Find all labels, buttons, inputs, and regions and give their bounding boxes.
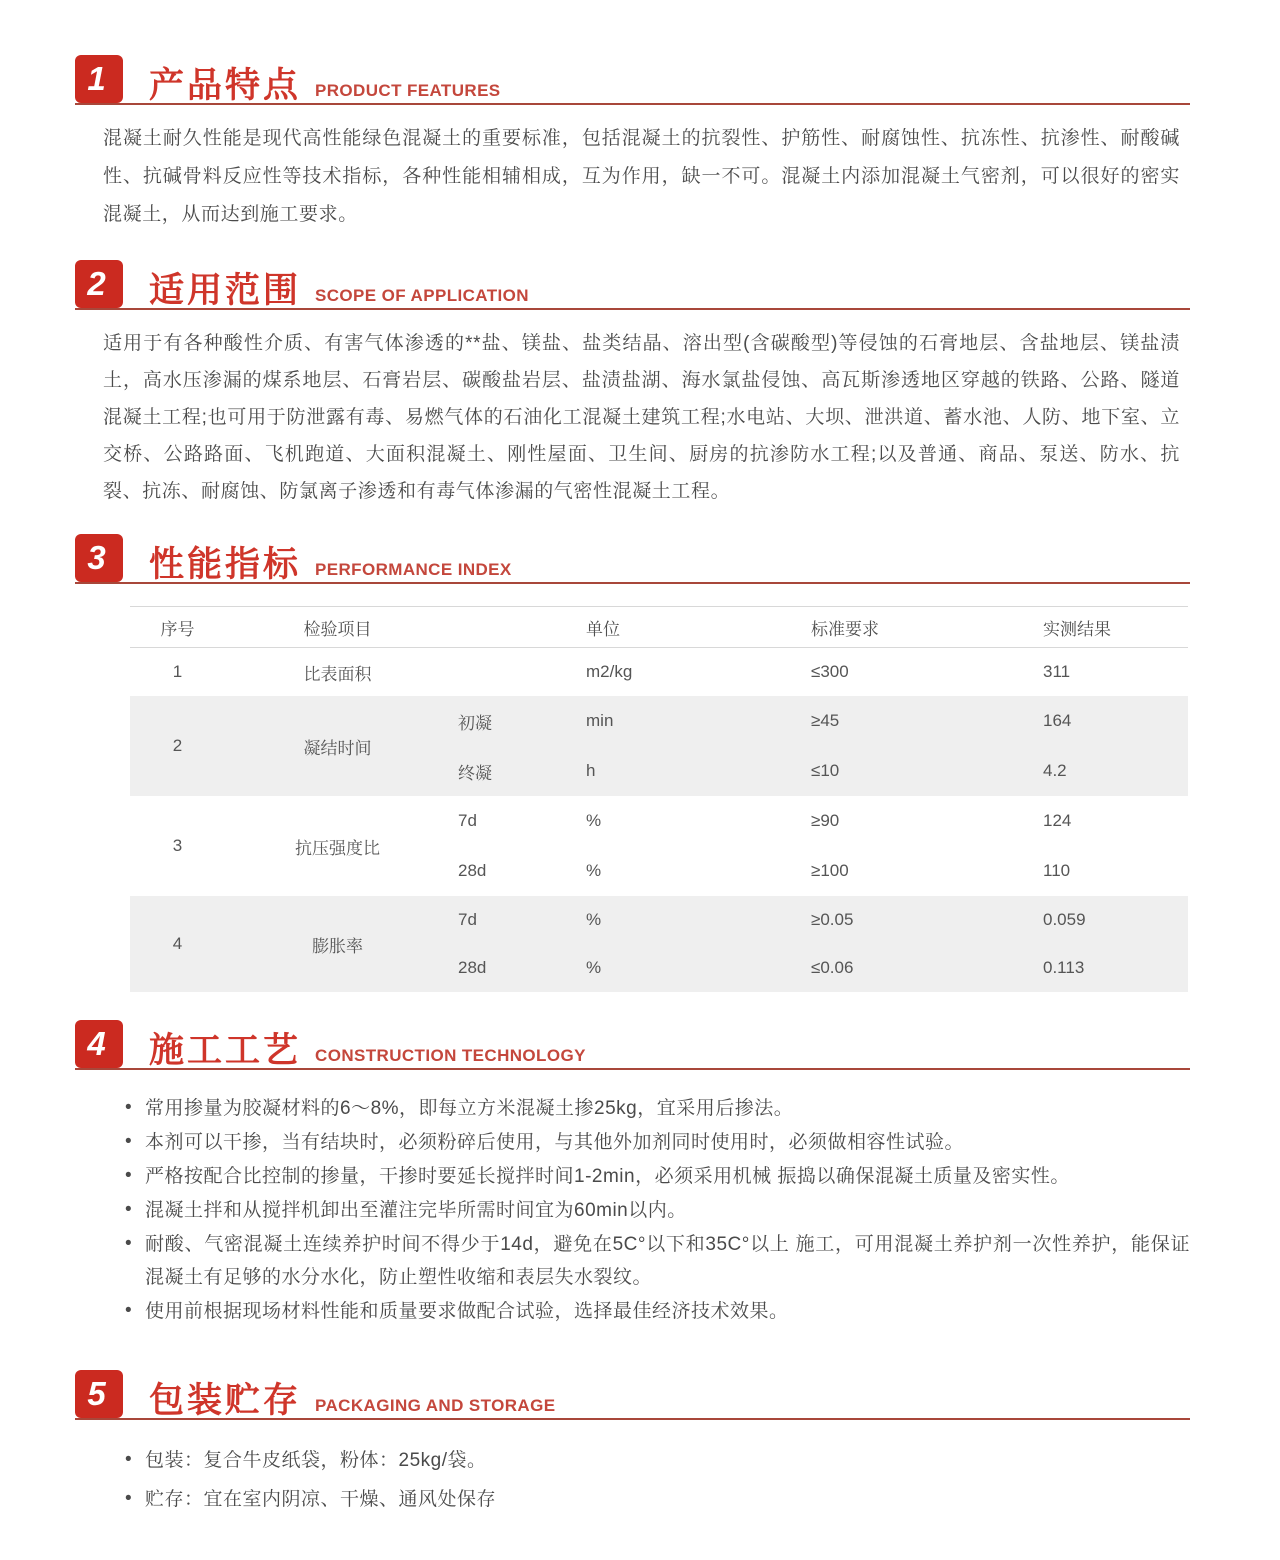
section-5-title: 包装贮存 <box>149 1381 302 1420</box>
bullet-item <box>125 1160 1190 1193</box>
section-2-subtitle: SCOPE OF APPLICATION <box>315 286 529 305</box>
row-result: 0.113 <box>1043 958 1085 977</box>
row-item: 凝结时间 <box>303 738 372 758</box>
section-1-subtitle: PRODUCT FEATURES <box>315 81 501 100</box>
table-header-result: 实测结果 <box>1043 619 1111 639</box>
row-unit: m2/kg <box>586 662 633 681</box>
bullet-item <box>125 1126 1190 1159</box>
row-standard: ≤0.06 <box>811 958 854 977</box>
table-row <box>450 648 1188 696</box>
bullet-item <box>125 1295 1190 1328</box>
row-no: 2 <box>172 736 183 755</box>
table-row <box>450 696 1188 746</box>
section-4-subtitle: CONSTRUCTION TECHNOLOGY <box>315 1046 586 1065</box>
row-result: 124 <box>1043 811 1072 830</box>
row-unit: % <box>586 910 602 929</box>
table-row-group-3 <box>130 796 1188 896</box>
bullet-dot: • <box>125 1199 133 1220</box>
bullet-text: 耐酸、气密混凝土连续养护时间不得少于14d，避免在5C°以下和35C°以上 施工，可用混凝土养护剂一次性养护，能保证混凝土有足够的水分水化，防止塑性收缩和表层失水裂纹。 <box>145 1234 1190 1288</box>
row-sub: 7d <box>458 811 477 830</box>
section-1-title: 产品特点 <box>149 66 302 105</box>
row-standard: ≤10 <box>811 761 840 780</box>
bullet-dot: • <box>125 1131 133 1152</box>
section-construction-technology <box>75 1020 1190 1328</box>
bullet-dot: • <box>125 1488 133 1509</box>
bullet-text: 严格按配合比控制的掺量，干掺时要延长搅拌时间1-2min，必须采用机械 振捣以确保混凝土质量及密实性。 <box>145 1166 1070 1187</box>
bullet-dot: • <box>125 1449 133 1470</box>
bullet-dot: • <box>125 1097 133 1118</box>
section-4-number-badge: 4 <box>75 1020 123 1068</box>
bullet-text: 使用前根据现场材料性能和质量要求做配合试验，选择最佳经济技术效果。 <box>145 1301 789 1322</box>
section-2-body: 适用于有各种酸性介质、有害气体渗透的**盐、镁盐、盐类结晶、溶出型(含碳酸型)等侵蚀的石膏地层、含盐地层、镁盐渍土，高水压渗漏的煤系地层、石膏岩层、碳酸盐岩层、盐渍盐湖、海水氯盐侵蚀、高瓦斯渗透地区穿越的铁路、公路、隧道混凝土工程;也可用于防泄露有毒、易燃气体的石油化工混凝土建筑工程;水电站、大坝、泄洪道、蓄水池、人防、地下室、立交桥、公路路面、飞机跑道、大面积混凝土、刚性屋面、卫生间、厨房的抗渗防水工程;以及普通、商品、泵送、防水、抗裂、抗冻、耐腐蚀、防氯离子渗透和有毒气体渗漏的气密性混凝土工程。 <box>103 333 1180 502</box>
section-1-header <box>75 55 1190 105</box>
bullet-item <box>125 1481 1190 1519</box>
bullet-text: 贮存：宜在室内阴凉、干燥、通风处保存 <box>145 1489 497 1510</box>
row-no: 3 <box>172 836 183 855</box>
row-unit: % <box>586 958 602 977</box>
row-sub: 28d <box>458 861 487 880</box>
performance-table <box>130 606 1188 992</box>
table-row <box>450 846 1188 896</box>
bullet-text: 本剂可以干掺，当有结块时，必须粉碎后使用，与其他外加剂同时使用时，必须做相容性试验。 <box>145 1132 965 1153</box>
table-row <box>450 944 1188 992</box>
table-row-group-2 <box>130 696 1188 796</box>
section-3-number-badge: 3 <box>75 534 123 582</box>
table-row-group-4 <box>130 896 1188 992</box>
row-standard: ≥90 <box>811 811 840 830</box>
table-header-standard: 标准要求 <box>811 619 879 639</box>
section-packaging-and-storage <box>75 1370 1190 1519</box>
table-header-row <box>130 606 1188 648</box>
row-unit: % <box>586 861 602 880</box>
bullet-dot: • <box>125 1233 133 1254</box>
section-3-title: 性能指标 <box>149 545 302 584</box>
table-header-no: 序号 <box>160 619 195 639</box>
section-2-header <box>75 260 1190 310</box>
row-standard: ≥0.05 <box>811 910 854 929</box>
row-no: 1 <box>172 662 183 681</box>
row-result: 0.059 <box>1043 910 1086 929</box>
row-sub: 初凝 <box>458 713 492 733</box>
row-unit: min <box>586 711 614 730</box>
bullet-text: 包装：复合牛皮纸袋，粉体：25kg/袋。 <box>145 1450 487 1471</box>
section-performance-index <box>75 534 1190 992</box>
row-sub: 终凝 <box>458 763 492 783</box>
row-unit: h <box>586 761 596 780</box>
row-item: 抗压强度比 <box>295 838 380 858</box>
table-row-group-1 <box>130 648 1188 696</box>
section-5-header <box>75 1370 1190 1420</box>
row-result: 110 <box>1043 861 1071 880</box>
row-result: 4.2 <box>1043 761 1067 780</box>
section-3-header <box>75 534 1190 584</box>
row-sub: 28d <box>458 958 487 977</box>
bullet-item <box>125 1092 1190 1125</box>
table-row <box>450 796 1188 846</box>
row-item: 膨胀率 <box>312 936 363 956</box>
bullet-text: 混凝土拌和从搅拌机卸出至灌注完毕所需时间宜为60min以内。 <box>145 1200 687 1221</box>
section-scope-of-application <box>75 260 1190 510</box>
bullet-text: 常用掺量为胶凝材料的6～8%，即每立方米混凝土掺25kg，宜采用后掺法。 <box>145 1098 794 1119</box>
section-1-number-badge: 1 <box>75 55 123 103</box>
section-2-title: 适用范围 <box>149 271 302 310</box>
table-row <box>450 746 1188 796</box>
row-standard: ≤300 <box>811 662 849 681</box>
table-header-unit: 单位 <box>586 619 620 639</box>
section-5-number-badge: 5 <box>75 1370 123 1418</box>
row-standard: ≥45 <box>811 711 840 730</box>
packaging-bullet-list <box>75 1442 1190 1519</box>
table-header-item: 检验项目 <box>303 619 372 639</box>
construction-bullet-list <box>75 1092 1190 1328</box>
section-2-number-badge: 2 <box>75 260 123 308</box>
row-result: 311 <box>1043 662 1071 681</box>
bullet-item <box>125 1442 1190 1480</box>
bullet-item <box>125 1228 1190 1294</box>
section-3-subtitle: PERFORMANCE INDEX <box>315 560 512 579</box>
section-4-header <box>75 1020 1190 1070</box>
row-sub: 7d <box>458 910 477 929</box>
table-row <box>450 896 1188 944</box>
bullet-dot: • <box>125 1165 133 1186</box>
section-5-subtitle: PACKAGING AND STORAGE <box>315 1396 556 1415</box>
row-standard: ≥100 <box>811 861 849 880</box>
section-product-features <box>75 55 1190 234</box>
bullet-item <box>125 1194 1190 1227</box>
row-item: 比表面积 <box>303 664 372 684</box>
row-unit: % <box>586 811 602 830</box>
section-1-body: 混凝土耐久性能是现代高性能绿色混凝土的重要标准，包括混凝土的抗裂性、护筋性、耐腐蚀性、抗冻性、抗渗性、耐酸碱性、抗碱骨料反应性等技术指标，各种性能相辅相成，互为作用，缺一不可。混凝土内添加混凝土气密剂，可以很好的密实混凝土，从而达到施工要求。 <box>103 128 1180 225</box>
section-4-title: 施工工艺 <box>149 1031 302 1070</box>
row-no: 4 <box>172 934 183 953</box>
row-result: 164 <box>1043 711 1072 730</box>
bullet-dot: • <box>125 1300 133 1321</box>
